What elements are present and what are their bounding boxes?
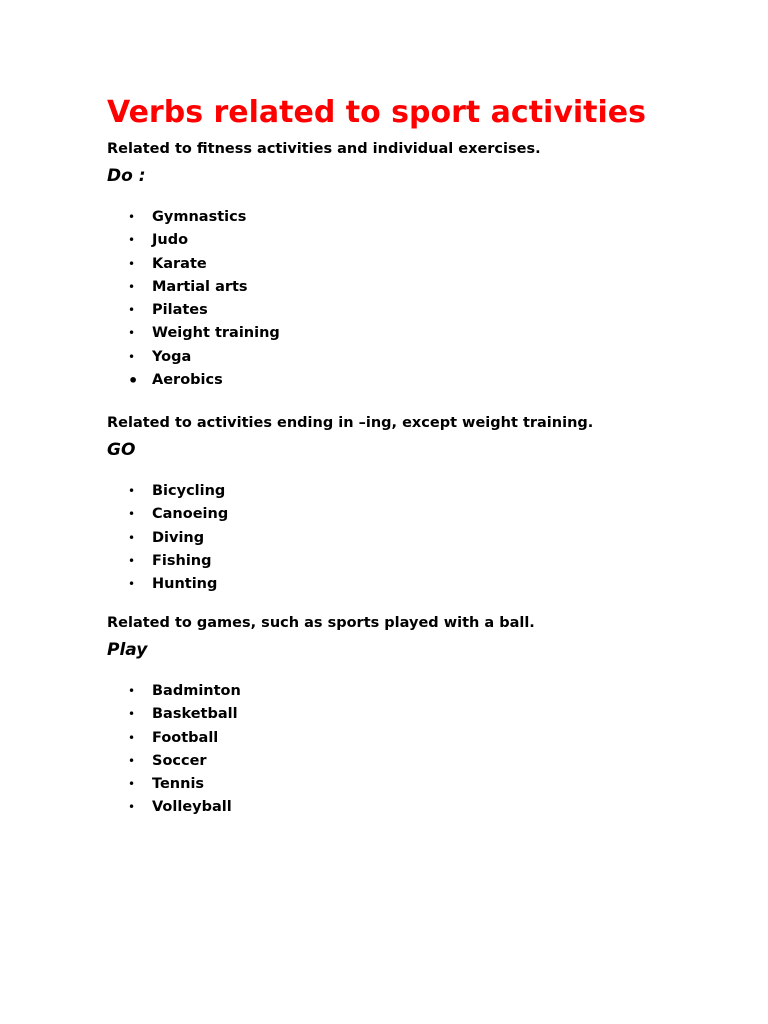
list-item: [107, 750, 535, 773]
list-item-label: Aerobics: [152, 372, 223, 389]
list-item: [107, 503, 593, 526]
list-item: [107, 573, 593, 596]
list-item-label: Martial arts: [152, 278, 248, 295]
list-item-label: Badminton: [152, 683, 241, 699]
activity-list: [107, 680, 535, 820]
bullet-icon: •: [128, 530, 136, 545]
bullet-icon: •: [128, 484, 136, 498]
activity-list: [107, 480, 593, 596]
page-title: Verbs related to sport activities: [107, 95, 647, 130]
bullet-icon: •: [128, 730, 136, 745]
list-item: [107, 773, 535, 796]
list-item-label: Diving: [152, 529, 205, 546]
section-play: [107, 613, 535, 820]
section-verb: Do :: [107, 166, 146, 186]
list-item-label: Basketball: [152, 706, 238, 723]
list-item: [107, 369, 541, 392]
bullet-icon: •: [128, 349, 136, 364]
bullet-icon: •: [128, 279, 136, 294]
list-item: [107, 480, 593, 503]
list-item-label: Gymnastics: [152, 209, 247, 225]
bullet-icon: •: [128, 577, 136, 592]
list-item-label: Football: [152, 729, 219, 746]
list-item: [107, 680, 535, 703]
list-item: [107, 703, 535, 726]
bullet-icon: •: [128, 753, 136, 768]
list-item-label: Hunting: [152, 576, 218, 593]
bullet-icon: •: [128, 777, 136, 792]
list-item: [107, 550, 593, 573]
list-item: [107, 276, 541, 299]
list-item-label: Bicycling: [152, 483, 226, 499]
section-verb: GO: [107, 440, 136, 460]
list-item: [107, 299, 541, 322]
list-item-label: Weight training: [152, 325, 280, 342]
bullet-icon: •: [128, 553, 136, 568]
list-item-label: Canoeing: [152, 506, 229, 523]
section-go: [107, 413, 593, 596]
list-item: [107, 206, 541, 229]
activity-list: [107, 206, 541, 392]
bullet-icon: •: [128, 210, 136, 224]
bullet-icon: •: [128, 256, 136, 271]
list-item: [107, 253, 541, 276]
bullet-icon: •: [128, 507, 136, 522]
bullet-icon: •: [128, 303, 136, 318]
section-verb: Play: [107, 640, 148, 660]
list-item-label: Soccer: [152, 752, 207, 769]
bullet-icon: •: [128, 684, 136, 698]
bullet-icon: •: [128, 371, 139, 391]
section-description: Related to fitness activities and individual exercises.: [107, 141, 541, 157]
section-description: Related to games, such as sports played with a ball.: [107, 615, 535, 631]
list-item-label: Volleyball: [152, 799, 232, 816]
bullet-icon: •: [128, 707, 136, 722]
list-item: [107, 346, 541, 369]
list-item-label: Pilates: [152, 302, 208, 319]
list-item-label: Judo: [152, 232, 189, 249]
bullet-icon: •: [128, 800, 136, 815]
list-item-label: Yoga: [152, 348, 192, 365]
list-item: [107, 322, 541, 345]
section-description: Related to activities ending in –ing, except weight training.: [107, 415, 594, 431]
list-item: [107, 796, 535, 819]
list-item-label: Karate: [152, 255, 207, 272]
list-item-label: Fishing: [152, 552, 212, 569]
list-item: [107, 229, 541, 252]
bullet-icon: •: [128, 233, 136, 248]
list-item: [107, 727, 535, 750]
list-item-label: Tennis: [152, 776, 205, 793]
list-item: [107, 527, 593, 550]
section-do: [107, 139, 541, 392]
bullet-icon: •: [128, 326, 136, 341]
